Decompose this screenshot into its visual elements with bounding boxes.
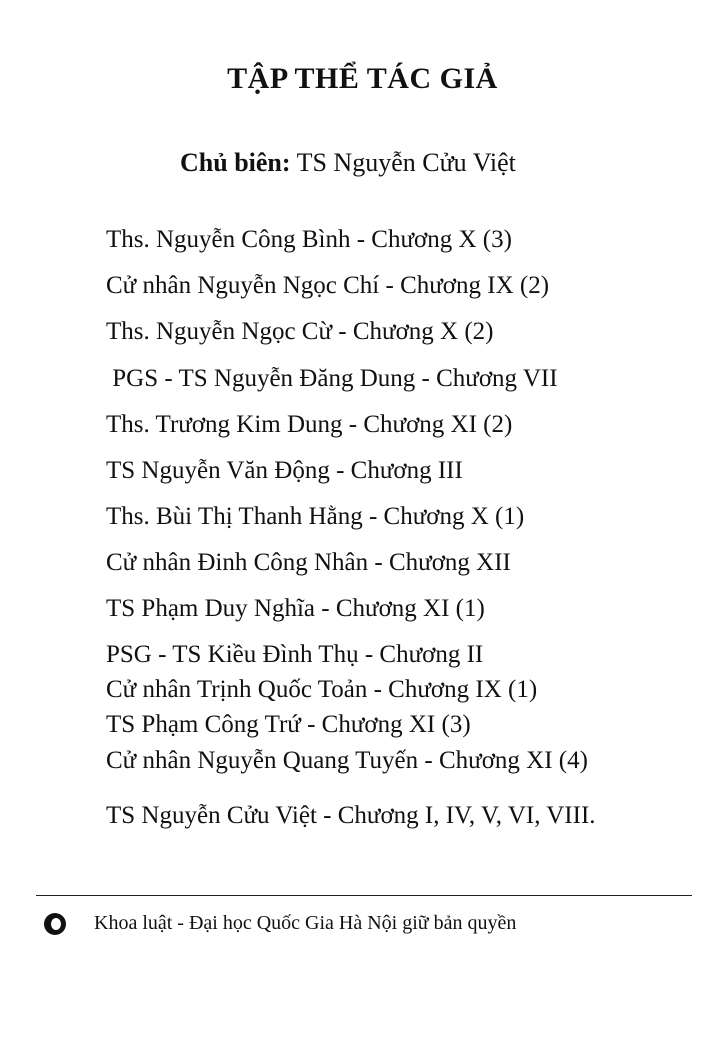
author-item: PSG - TS Kiều Đình Thụ - Chương II — [106, 641, 484, 668]
author-item: Cử nhân Đinh Công Nhân - Chương XII — [106, 549, 511, 576]
chief-editor — [180, 148, 516, 178]
author-item: TS Nguyễn Cửu Việt - Chương I, IV, V, VI, VIII. — [106, 802, 596, 829]
author-item: TS Phạm Duy Nghĩa - Chương XI (1) — [106, 595, 485, 622]
author-item: Ths. Bùi Thị Thanh Hằng - Chương X (1) — [106, 503, 525, 530]
author-item: Cử nhân Trịnh Quốc Toản - Chương IX (1) — [106, 676, 538, 703]
author-item: TS Nguyễn Văn Động - Chương III — [106, 457, 463, 484]
author-item: Ths. Nguyễn Ngọc Cừ - Chương X (2) — [106, 318, 494, 345]
author-item: Cử nhân Nguyễn Quang Tuyến - Chương XI (4) — [106, 747, 588, 774]
author-item: PGS - TS Nguyễn Đăng Dung - Chương VII — [106, 365, 558, 392]
copyright-notice: Khoa luật - Đại học Quốc Gia Hà Nội giữ bản quyền — [94, 912, 517, 934]
footer-divider — [36, 895, 692, 896]
author-item: TS Phạm Công Trứ - Chương XI (3) — [106, 711, 471, 738]
author-item: Cử nhân Nguyễn Ngọc Chí - Chương IX (2) — [106, 272, 550, 299]
chief-editor-label: Chủ biên: — [180, 148, 291, 177]
chief-editor-name: TS Nguyễn Cửu Việt — [296, 148, 516, 177]
author-item: Ths. Trương Kim Dung - Chương XI (2) — [106, 411, 513, 438]
copyright-icon — [44, 913, 66, 935]
author-item: Ths. Nguyễn Công Bình - Chương X (3) — [106, 226, 512, 253]
page-title: TẬP THỂ TÁC GIẢ — [227, 62, 498, 95]
